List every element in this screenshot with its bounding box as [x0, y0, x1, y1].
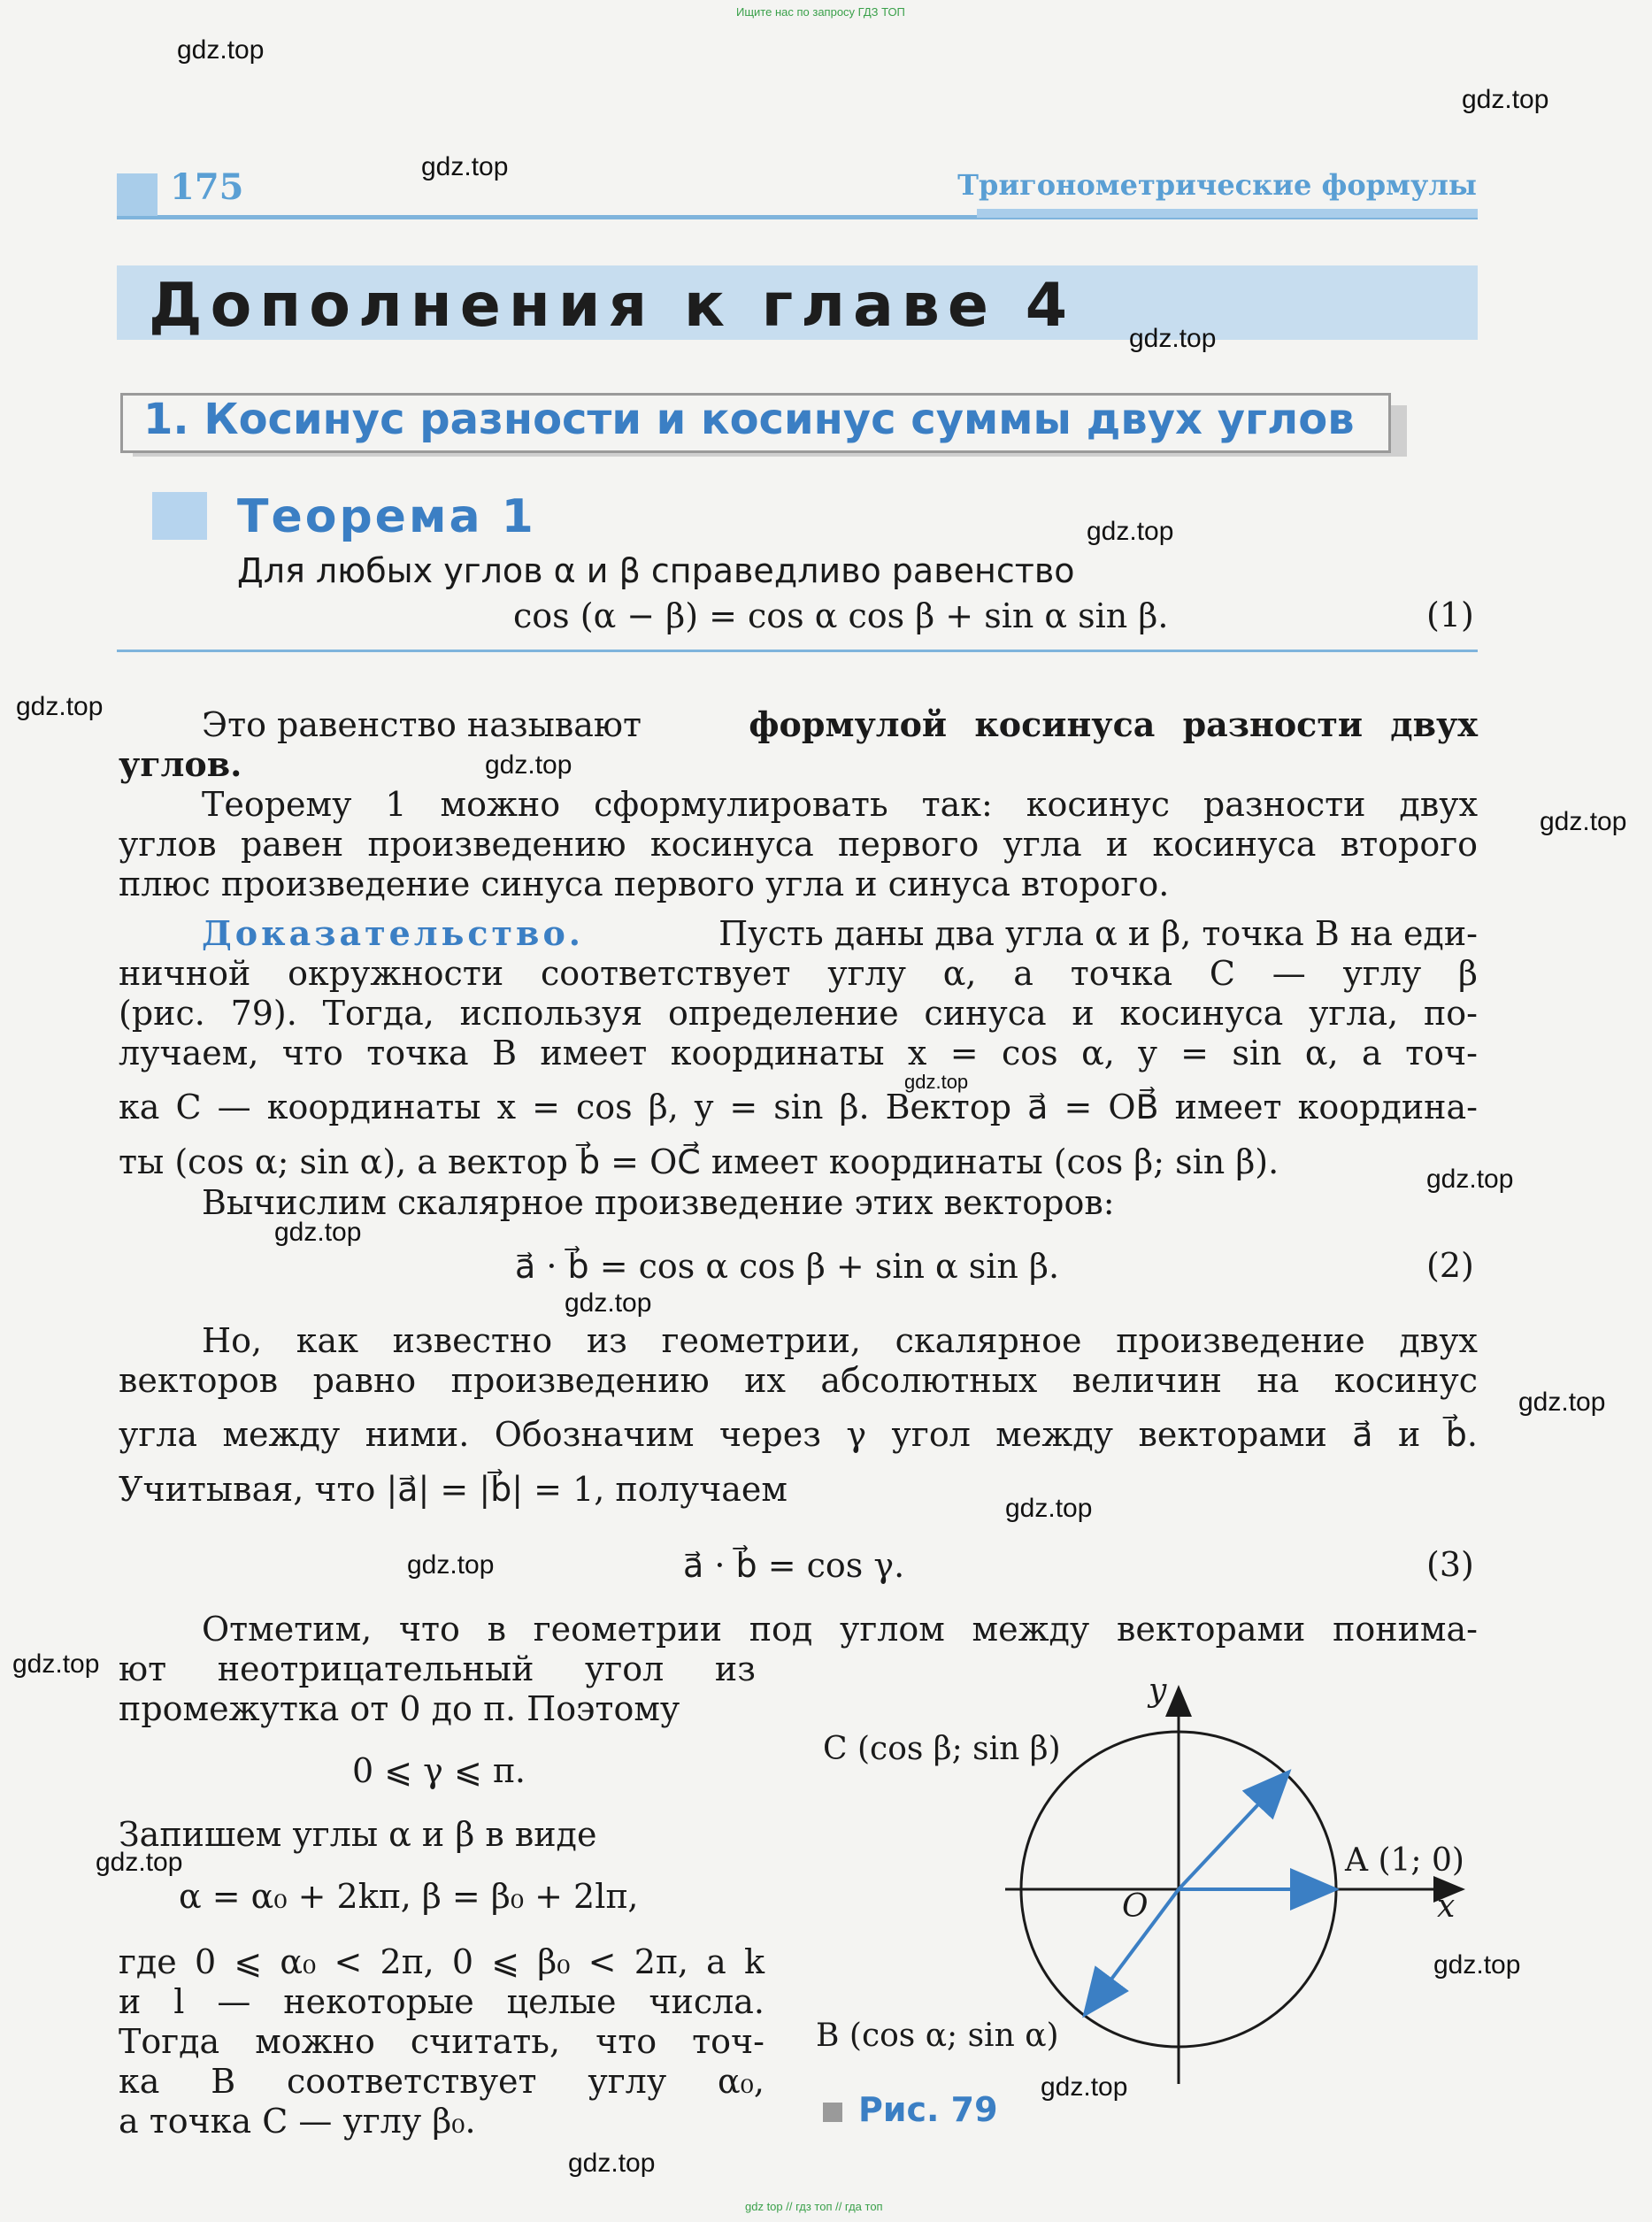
equation-number-1: (1) [1426, 596, 1474, 634]
top-note: Ищите нас по запросу ГДЗ ТОП [736, 5, 905, 19]
paragraph-5-line-1: Но, как известно из геометрии, скалярное произведение двух [202, 1321, 1478, 1360]
figure-caption: Рис. 79 [858, 2090, 998, 2129]
watermark: gdz.top [1540, 807, 1627, 836]
paragraph-7-line-2: где 0 ⩽ α₀ < 2π, 0 ⩽ β₀ < 2π, а k [119, 1942, 765, 1981]
p1-term: формулой косинуса разности двух [749, 704, 1478, 744]
page-number-marker [117, 173, 158, 216]
paragraph-6-line-3: промежутка от 0 до π. Поэтому [119, 1689, 680, 1728]
watermark: gdz.top [568, 2149, 656, 2178]
proof-line-5: ка C — координаты x = cos β, y = sin β. Вектор a⃗ = OB⃗ имеет координа- [119, 1088, 1478, 1126]
theorem-rule [117, 650, 1478, 652]
watermark: gdz.top [485, 750, 572, 780]
watermark: gdz.top [1518, 1388, 1606, 1417]
proof-line-4: лучаем, что точка B имеет координаты x = cos α, y = sin α, а точ- [119, 1034, 1478, 1073]
bottom-note: gdz top // гдз топ // гда топ [745, 2200, 883, 2213]
watermark: gdz.top [904, 1071, 969, 1093]
theorem-label: Теорема 1 [237, 490, 536, 543]
watermark: gdz.top [1005, 1494, 1093, 1523]
equation-4: 0 ⩽ γ ⩽ π. [352, 1751, 526, 1790]
watermark: gdz.top [12, 1649, 100, 1679]
chapter-title: Дополнения к главе 4 [149, 271, 1076, 341]
paragraph-4: Вычислим скалярное произведение этих векторов: [202, 1183, 1115, 1222]
paragraph-7-line-1: Запишем углы α и β в виде [119, 1815, 597, 1854]
watermark: gdz.top [421, 152, 509, 181]
paragraph-2-line-2: углов равен произведению косинуса первого угла и косинуса второго [119, 825, 1478, 864]
paragraph-7-line-5: ка B соответствует углу α₀, [119, 2062, 765, 2101]
label-x-axis: x [1437, 1888, 1456, 1925]
proof-label: Доказательство. [202, 913, 585, 953]
proof-line-1-text: Пусть даны два угла α и β, точка B на еди- [718, 914, 1478, 953]
watermark: gdz.top [1129, 324, 1217, 353]
watermark: gdz.top [274, 1218, 362, 1247]
label-origin: O [1122, 1888, 1149, 1925]
theorem-marker [152, 492, 207, 540]
theorem-formula: cos (α − β) = cos α cos β + sin α sin β. [513, 596, 1169, 635]
paragraph-5-line-3: угла между ними. Обозначим через γ угол между векторами a⃗ и b⃗. [119, 1415, 1478, 1454]
running-title: Тригонометрические формулы [957, 168, 1477, 202]
paragraph-6-line-1: Отметим, что в геометрии под углом между векторами понима- [202, 1610, 1478, 1649]
watermark: gdz.top [177, 35, 265, 65]
paragraph-7-line-6: а точка C — углу β₀. [119, 2102, 476, 2141]
paragraph-2-line-1: Теорему 1 можно сформулировать так: косинус разности двух [202, 785, 1478, 824]
watermark: gdz.top [1426, 1165, 1514, 1194]
equation-2: a⃗ · b⃗ = cos α cos β + sin α sin β. [515, 1247, 1060, 1286]
p1-text: Это равенство называют [202, 705, 642, 744]
paragraph-1-line-2: углов. [119, 744, 242, 784]
proof-line-1 [202, 913, 1478, 954]
label-point-b: B (cos α; sin α) [816, 2018, 1059, 2054]
watermark: gdz.top [407, 1550, 495, 1580]
watermark: gdz.top [1433, 1950, 1521, 1980]
paragraph-6-line-2: ют неотрицательный угол из [119, 1649, 756, 1688]
watermark: gdz.top [1462, 85, 1549, 114]
paragraph-7-line-4: Тогда можно считать, что точ- [119, 2022, 765, 2061]
equation-number-2: (2) [1426, 1246, 1474, 1285]
section-title: 1. Косинус разности и косинус суммы двух углов [143, 395, 1355, 444]
watermark: gdz.top [1041, 2072, 1128, 2102]
label-point-c: C (cos β; sin β) [823, 1731, 1061, 1767]
running-title-underline [977, 209, 1478, 218]
vector-oc [1179, 1774, 1287, 1889]
paragraph-7-line-3: и l — некоторые целые числа. [119, 1982, 765, 2021]
paragraph-1-line-1 [202, 704, 1478, 745]
equation-5: α = α₀ + 2kπ, β = β₀ + 2lπ, [179, 1877, 639, 1916]
watermark: gdz.top [96, 1848, 183, 1877]
theorem-statement: Для любых углов α и β справедливо равенство [237, 551, 1075, 590]
figure-caption-marker [823, 2103, 842, 2122]
equation-3: a⃗ · b⃗ = cos γ. [683, 1546, 905, 1585]
watermark: gdz.top [16, 692, 104, 721]
watermark: gdz.top [565, 1288, 652, 1318]
proof-line-3: (рис. 79). Тогда, используя определение синуса и косинуса угла, по- [119, 994, 1478, 1033]
paragraph-5-line-2: векторов равно произведению их абсолютных величин на косинус [119, 1361, 1478, 1400]
proof-line-6: ты (cos α; sin α), а вектор b⃗ = OC⃗ имеет координаты (cos β; sin β). [119, 1142, 1279, 1181]
proof-line-2: ничной окружности соответствует углу α, а точка C — углу β [119, 954, 1478, 993]
label-point-a: A (1; 0) [1345, 1842, 1464, 1879]
label-y-axis: y [1149, 1672, 1167, 1709]
watermark: gdz.top [1087, 517, 1174, 546]
paragraph-5-line-4: Учитывая, что |a⃗| = |b⃗| = 1, получаем [119, 1470, 788, 1509]
equation-number-3: (3) [1426, 1545, 1474, 1584]
paragraph-2-line-3: плюс произведение синуса первого угла и синуса второго. [119, 865, 1170, 903]
page-number: 175 [170, 166, 244, 208]
